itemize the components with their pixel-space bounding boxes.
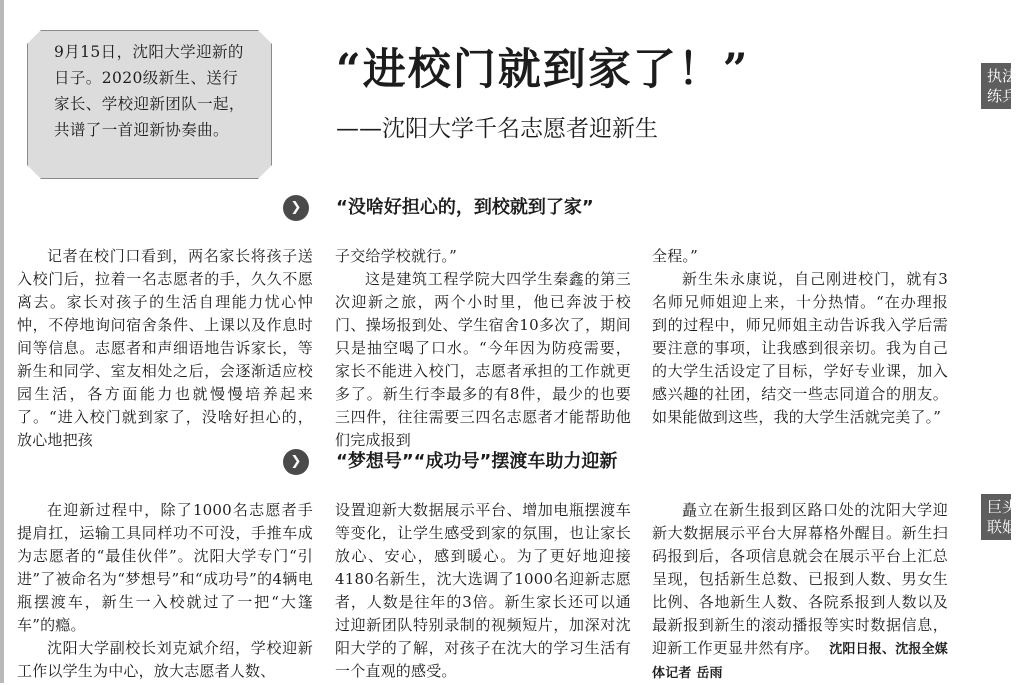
chevron-right-icon: ❯: [283, 195, 309, 221]
lead-text: 9月15日，沈阳大学迎新的日子。2020级新生、送行家长、学校迎新团队一起，共谱了一首迎新协奏曲。: [54, 43, 245, 139]
paragraph: 全程。”: [652, 247, 698, 265]
paragraph: 子交给学校就行。”: [335, 247, 457, 265]
section-title: “没啥好担心的，到校就到了家”: [336, 197, 594, 218]
headline: “进校门就到家了！”: [336, 45, 750, 95]
article-column: [335, 499, 631, 683]
side-tab-line: 练兵: [987, 87, 1017, 105]
paragraph-text: 矗立在新生报到区路口处的沈阳大学迎新大数据展示平台大屏幕格外醒目。新生扫码报到后，各项信息就会在展示平台上汇总呈现，包括新生总数、已报到人数、男女生比例、各地新生人数、各院系报到人数以及最新报到新生的滚动播报等实时数据信息，迎新工作更显井然有序。: [652, 501, 948, 657]
article-column: [335, 245, 631, 452]
paragraph: 沈阳大学副校长刘克斌介绍，学校迎新工作以学生为中心，放大志愿者人数、: [17, 639, 313, 680]
paragraph: 新生朱永康说，自己刚进校门，就有3名师兄师姐迎上来，十分热情。“在办理报到的过程中，师兄师姐主动告诉我入学后需要注意的事项，让我感到很亲切。我为自己的大学生活设定了目标，学好专业课，加入感兴趣的社团，结交一些志同道合的朋友。如果能做到这些，我的大学生活就完美了。”: [652, 270, 948, 426]
paragraph: 记者在校门口看到，两名家长将孩子送入校门后，拉着一名志愿者的手，久久不愿离去。家长对孩子的生活自理能力忧心忡忡，不停地询问宿舍条件、上课以及作息时间等信息。志愿者和声细语地告诉家长，等新生和同学、室友相处之后，会逐渐适应校园生活，各方面能力也就慢慢培养起来了。“进入校门就到家了，没啥好担心的，放心地把孩: [17, 247, 313, 449]
section-title: “梦想号”“成功号”摆渡车助力迎新: [336, 451, 618, 472]
article-column: [17, 499, 313, 683]
side-tab-1[interactable]: [981, 63, 1017, 109]
left-margin-rule: [0, 0, 4, 683]
paragraph: 这是建筑工程学院大四学生秦鑫的第三次迎新之旅，两个小时里，他已奔波于校门、操场报到处、学生宿舍10多次了，期间只是抽空喝了口水。“今年因为防疫需要，家长不能进入校门，志愿者承担的工作就更多了。新生行李最多的有8件，最少的也要三四件，往往需要三四名志愿者才能帮助他们完成报到: [335, 270, 631, 449]
article-column: [652, 499, 948, 685]
paragraph: 设置迎新大数据展示平台、增加电瓶摆渡车等变化，让学生感受到家的氛围，也让家长放心、安心，感到暖心。为了更好地迎接4180名新生，沈大选调了1000名迎新志愿者，人数是往年的3倍。新生家长还可以通过迎新团队特别录制的视频短片，加深对沈阳大学的了解，对孩子在沈大的学习生活有一个直观的感受。: [335, 501, 631, 680]
side-tab-line: 巨头: [987, 498, 1017, 516]
article-column: [652, 245, 948, 429]
side-tab-line: 联姻: [987, 518, 1017, 536]
byline: 沈阳日报、沈报全媒体记者 岳雨: [652, 642, 949, 681]
side-tab-2[interactable]: [981, 494, 1017, 540]
side-tab-line: 执法: [987, 67, 1017, 85]
chevron-right-icon: ❯: [283, 449, 309, 475]
article-column: [17, 245, 313, 452]
paragraph: 在迎新过程中，除了1000名志愿者手提肩扛，运输工具同样功不可没，手推车成为志愿者的“最佳伙伴”。沈阳大学专门“引进”了被命名为“梦想号”和“成功号”的4辆电瓶摆渡车，新生一入校就过了一把“大篷车”的瘾。: [17, 501, 313, 634]
subheadline: ——沈阳大学千名志愿者迎新生: [336, 116, 658, 142]
paragraph: [652, 499, 948, 685]
